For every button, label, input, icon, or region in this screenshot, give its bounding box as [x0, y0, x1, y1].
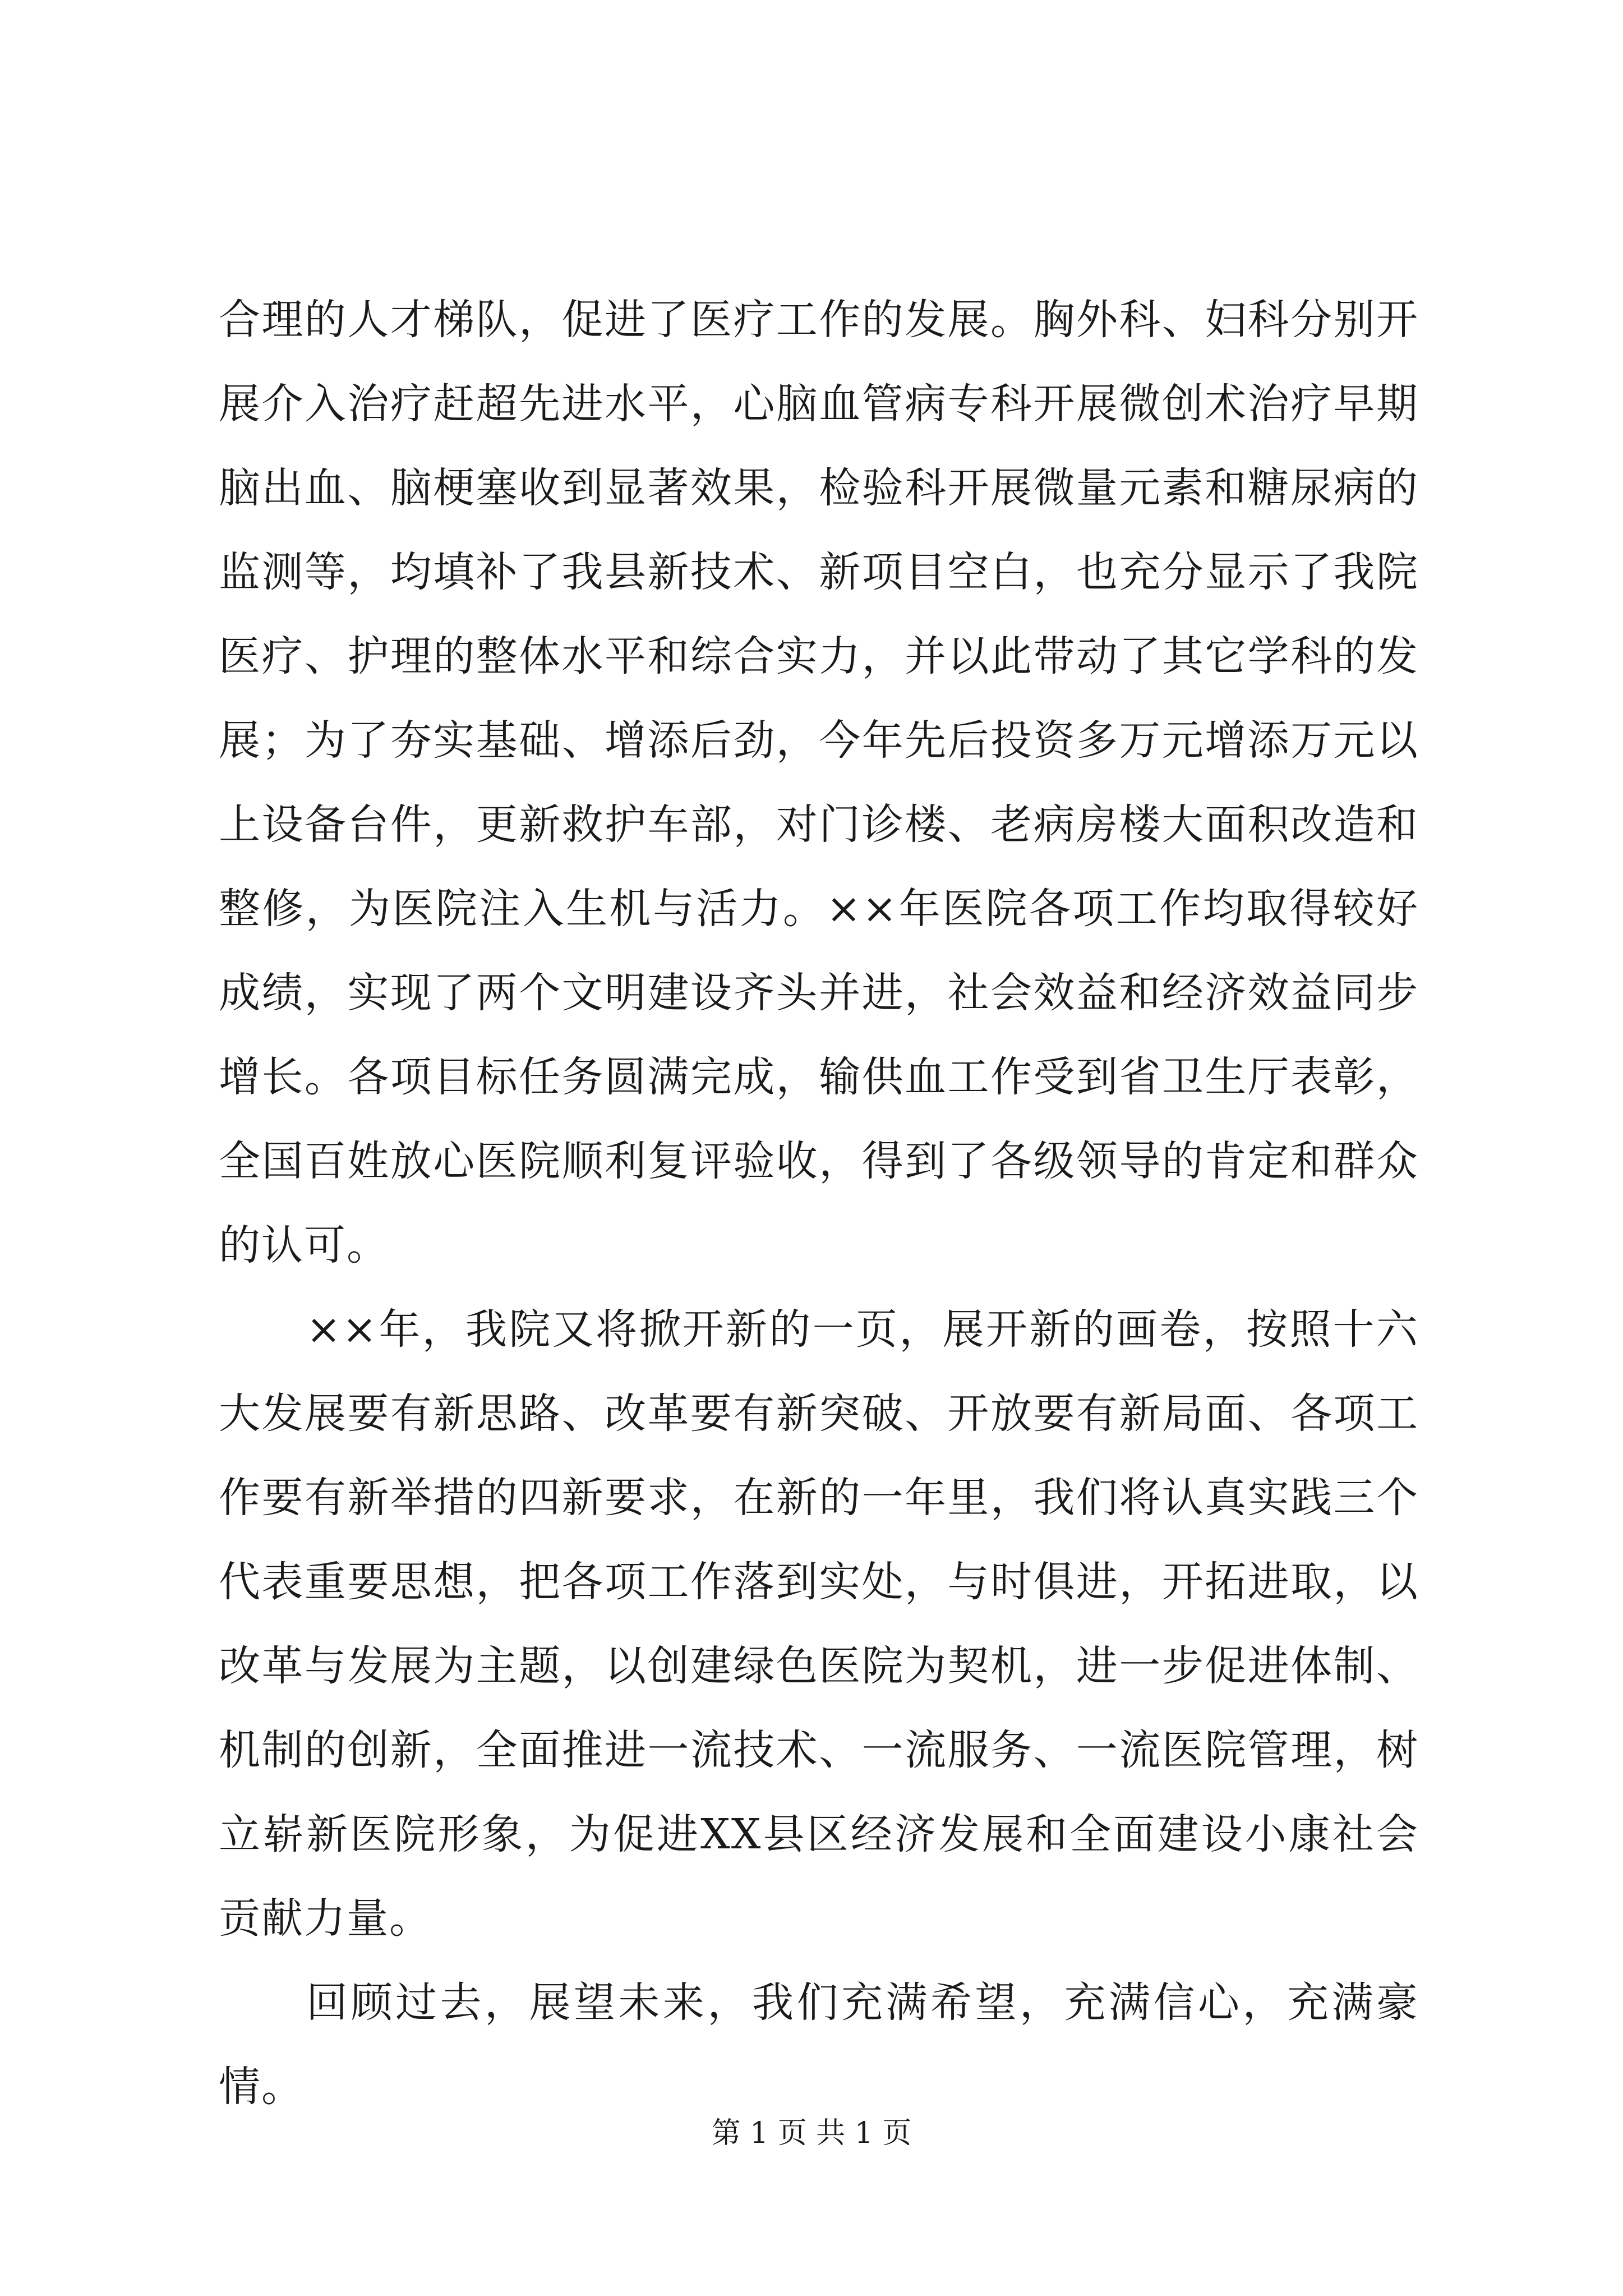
paragraph-2: ××年，我院又将掀开新的一页，展开新的画卷，按照十六大发展要有新思路、改革要有新突破、开放要有新局面、各项工作要有新举措的四新要求，在新的一年里，我们将认真实践三个代表重要思想，把各项工作落到实处，与时俱进，开拓进取，以改革与发展为主题，以创建绿色医院为契机，进一步促进体制、机制的创新，全面推进一流技术、一流服务、一流医院管理，树立崭新医院形象，为促进XX县区经济发展和全面建设小康社会贡献力量。 — [219, 1305, 1419, 1943]
document-body — [219, 278, 1419, 2129]
paragraph-3: 回顾过去，展望未来，我们充满希望，充满信心，充满豪情。 — [219, 1978, 1419, 2111]
page-footer: 第 1 页 共 1 页 — [711, 2116, 912, 2150]
paragraph-1: 合理的人才梯队，促进了医疗工作的发展。胸外科、妇科分别开展介入治疗赶超先进水平，心脑血管病专科开展微创术治疗早期脑出血、脑梗塞收到显著效果，检验科开展微量元素和糖尿病的监测等，均填补了我县新技术、新项目空白，也充分显示了我院医疗、护理的整体水平和综合实力，并以此带动了其它学科的发展；为了夯实基础、增添后劲，今年先后投资多万元增添万元以上设备台件，更新救护车部，对门诊楼、老病房楼大面积改造和整修，为医院注入生机与活力。××年医院各项工作均取得较好成绩，实现了两个文明建设齐头并进，社会效益和经济效益同步增长。各项目标任务圆满完成，输供血工作受到省卫生厅表彰，全国百姓放心医院顺利复评验收，得到了各级领导的肯定和群众的认可。 — [219, 296, 1419, 1269]
